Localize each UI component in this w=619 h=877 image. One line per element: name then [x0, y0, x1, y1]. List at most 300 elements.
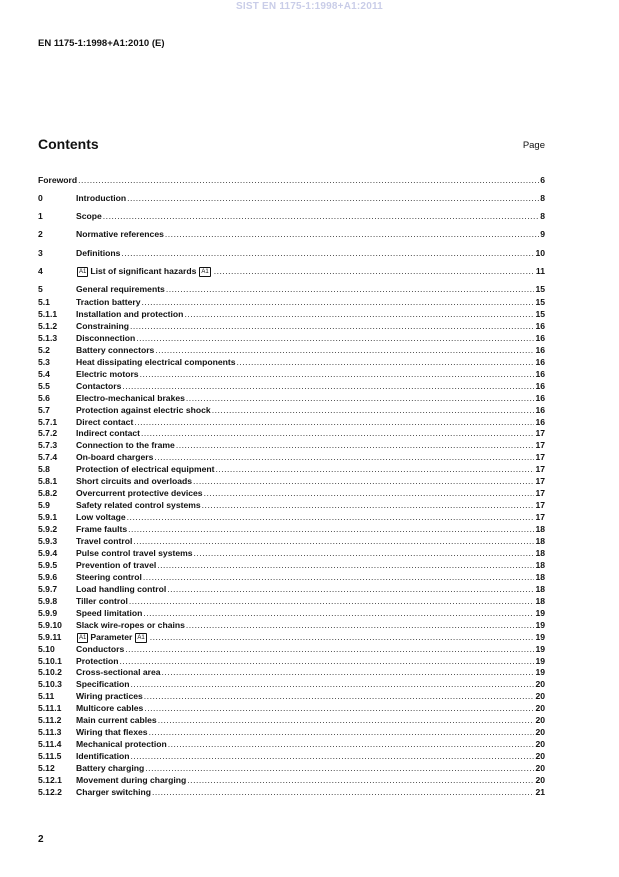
toc-entry-title: Indirect contact: [76, 428, 140, 439]
toc-entry-page: 20: [535, 715, 545, 726]
toc-entry[interactable]: [38, 535, 545, 547]
toc-entry[interactable]: [38, 380, 545, 392]
toc-entry-title-wrap: [76, 416, 133, 428]
watermark: SIST EN 1175-1:1998+A1:2011: [236, 1, 383, 12]
toc-entry[interactable]: [38, 475, 545, 487]
toc-entry-number: 5.7.3: [38, 440, 58, 451]
toc-entry-number: 5.11.3: [38, 727, 62, 738]
toc-entry-number: 5.5: [38, 380, 50, 391]
toc-entry-title-wrap: [76, 368, 139, 380]
toc-entry-page: 17: [535, 512, 545, 523]
toc-entry-title: Constraining: [76, 320, 129, 331]
toc-entry[interactable]: [38, 607, 545, 619]
toc-entry[interactable]: [38, 192, 545, 204]
toc-entry-page: 16: [535, 416, 545, 427]
toc-entry-title: Cross-sectional area: [76, 667, 161, 678]
toc-entry-page: 16: [535, 356, 545, 367]
toc-entry[interactable]: [38, 511, 545, 523]
toc-entry-title-wrap: [76, 750, 129, 762]
dot-leader: [215, 463, 534, 475]
toc-entry-title: Wiring practices: [76, 691, 143, 702]
toc-entry-number: 5.1.2: [38, 320, 58, 331]
toc-entry[interactable]: [38, 547, 545, 559]
dot-leader: [187, 774, 534, 786]
toc-entry-number: 5.7.4: [38, 452, 58, 463]
toc-entry-title: Protection of electrical equipment: [76, 464, 215, 475]
toc-entry-title: Frame faults: [76, 524, 128, 535]
toc-entry-number: 1: [38, 211, 43, 221]
toc-entry-title-wrap: [76, 487, 203, 499]
toc-entry-number: 5.9.10: [38, 619, 62, 630]
toc-entry-number: 5.11: [38, 691, 55, 702]
dot-leader: [141, 427, 534, 439]
toc-entry[interactable]: [38, 427, 545, 439]
toc-entry-title: Movement during charging: [76, 775, 187, 785]
toc-entry-number: 5.12.2: [38, 786, 62, 797]
dot-leader: [121, 247, 534, 259]
toc-entry-title-wrap: [76, 631, 149, 643]
toc-entry-page: 18: [535, 571, 545, 582]
toc-entry-page: 9: [540, 229, 545, 239]
toc-entry-title: Travel control: [76, 536, 133, 546]
toc-entry-page: 20: [535, 691, 545, 702]
toc-entry[interactable]: [38, 332, 545, 344]
toc-entry-page: 19: [535, 643, 545, 654]
dot-leader: [128, 523, 534, 535]
toc-entry-title-wrap: [76, 265, 213, 277]
toc-entry-page: 8: [540, 211, 545, 221]
toc-entry-page: 19: [535, 655, 545, 666]
toc-entry-title-wrap: [76, 774, 186, 786]
toc-entry-title-wrap: [76, 523, 127, 535]
toc-entry-title-wrap: [76, 690, 143, 702]
toc-entry-page: 16: [535, 368, 545, 379]
toc-entry-title: Slack wire-ropes or chains: [76, 619, 185, 630]
toc-entry-title-wrap: [76, 463, 214, 475]
toc-entry-title: Tiller control: [76, 595, 128, 606]
toc-entry-page: 16: [535, 392, 545, 403]
toc-entry-page: 17: [535, 500, 545, 511]
toc-entry-title: Speed limitation: [76, 607, 143, 618]
toc-entry-page: 16: [535, 380, 545, 391]
toc-entry[interactable]: [38, 439, 545, 451]
dot-leader: [202, 499, 535, 511]
toc-entry[interactable]: [38, 702, 545, 714]
toc-entry-title: Scope: [76, 211, 102, 221]
toc-entry-title: Charger switching: [76, 786, 151, 797]
toc-entry-title: Heat dissipating electrical components: [76, 356, 236, 367]
toc-entry-title-wrap: [76, 427, 140, 439]
toc-entry-page: 20: [535, 751, 545, 762]
toc-entry-title-wrap: [76, 607, 142, 619]
toc-entry[interactable]: [38, 416, 545, 428]
toc-entry[interactable]: [38, 368, 545, 380]
dot-leader: [130, 320, 534, 332]
toc-entry[interactable]: [38, 320, 545, 332]
toc-entry-number: 5.1: [38, 297, 50, 307]
toc-entry-title-wrap: [76, 583, 166, 595]
toc-entry-title-wrap: [76, 738, 167, 750]
dot-leader: [193, 475, 534, 487]
toc-entry-number: 5.6: [38, 392, 50, 403]
toc-entry-title: Foreword: [38, 175, 78, 185]
dot-leader: [162, 666, 535, 678]
dot-leader: [184, 308, 534, 320]
dot-leader: [155, 344, 534, 356]
toc-entry-number: 5.11.4: [38, 739, 62, 750]
toc-entry-title: Battery charging: [76, 763, 145, 774]
dot-leader: [103, 210, 539, 222]
toc-entry-page: 20: [535, 775, 545, 785]
toc-entry[interactable]: [38, 714, 545, 726]
toc-entry-number: 5.12: [38, 763, 55, 774]
dot-leader: [144, 690, 535, 702]
toc-entry-title: Overcurrent protective devices: [76, 488, 203, 499]
toc-entry-title-wrap: [76, 571, 142, 583]
toc-entry-number: 5.2: [38, 344, 50, 355]
dot-leader: [127, 511, 535, 523]
toc-entry-title: Traction battery: [76, 297, 141, 307]
toc-entry-title-wrap: [76, 356, 236, 368]
amendment-start-icon: A1: [79, 634, 87, 641]
dot-leader: [136, 332, 534, 344]
toc-entry-title-wrap: [76, 283, 165, 295]
toc-entry-title: Protection against electric shock: [76, 404, 211, 415]
toc-entry-title: Conductors: [76, 643, 125, 654]
toc-entry-title-wrap: [76, 404, 211, 416]
toc-entry[interactable]: [38, 738, 545, 750]
toc-entry-page: 20: [535, 763, 545, 774]
toc-entry-page: 16: [535, 344, 545, 355]
toc-entry-title-wrap: [76, 499, 201, 511]
toc-entry[interactable]: [38, 308, 545, 320]
toc-entry-page: 17: [535, 464, 545, 475]
toc-entry-title-wrap: [76, 535, 132, 547]
toc-entry-title: Installation and protection: [76, 308, 184, 319]
toc-entry-title-wrap: [76, 451, 153, 463]
toc-entry-page: 21: [535, 786, 545, 797]
toc-entry-title: Connection to the frame: [76, 440, 175, 451]
toc-entry[interactable]: [38, 643, 545, 655]
toc-entry-page: 20: [535, 679, 545, 690]
toc-entry[interactable]: [38, 451, 545, 463]
toc-entry[interactable]: [38, 595, 545, 607]
dot-leader: [152, 786, 534, 798]
toc-entry-number: 5: [38, 284, 43, 294]
dot-leader: [133, 535, 534, 547]
toc-entry-number: 5.9.8: [38, 595, 58, 606]
toc-entry-page: 18: [535, 536, 545, 546]
toc-entry[interactable]: [38, 265, 545, 277]
toc-entry-title-wrap: [76, 344, 154, 356]
toc-entry-title-wrap: [76, 511, 126, 523]
toc-entry-title-wrap: [76, 380, 121, 392]
dot-leader: [204, 487, 535, 499]
toc-entry-title: Safety related control systems: [76, 500, 201, 511]
toc-entry-number: 5.8: [38, 464, 50, 475]
toc-entry-page: 18: [535, 547, 545, 558]
toc-entry-page: 18: [535, 595, 545, 606]
toc-entry[interactable]: [38, 247, 545, 259]
toc-entry-title: General requirements: [76, 284, 165, 294]
toc-entry-number: 5.11.5: [38, 751, 62, 762]
toc-entry-page: 19: [535, 619, 545, 630]
dot-leader: [154, 451, 534, 463]
toc-entry-title: Mechanical protection: [76, 739, 167, 750]
toc-entry-page: 17: [535, 440, 545, 451]
toc-entry-title: Low voltage: [76, 512, 126, 523]
toc-entry[interactable]: [38, 666, 545, 678]
toc-entry-title: Short circuits and overloads: [76, 476, 193, 487]
dot-leader: [143, 607, 534, 619]
toc-entry-title: Prevention of travel: [76, 559, 157, 570]
toc-entry-number: 5.9.9: [38, 607, 58, 618]
toc-entry-title-wrap: [76, 619, 185, 631]
toc-entry-number: 5.1.3: [38, 332, 58, 343]
toc-entry[interactable]: [38, 392, 545, 404]
toc-entry[interactable]: [38, 678, 545, 690]
toc-entry-page: 20: [535, 703, 545, 714]
dot-leader: [144, 702, 534, 714]
toc-entry-number: 5.9.4: [38, 547, 58, 558]
toc-entry[interactable]: [38, 655, 545, 667]
toc-entry-title-wrap: [76, 228, 164, 240]
toc-entry-number: 5.8.2: [38, 488, 58, 499]
toc-entry-number: 5.10: [38, 643, 55, 654]
dot-leader: [140, 368, 535, 380]
dot-leader: [143, 571, 535, 583]
toc-entry-number: 5.9.2: [38, 524, 58, 535]
toc-entry-title: Disconnection: [76, 332, 136, 343]
toc-entry[interactable]: [38, 619, 545, 631]
dot-leader: [125, 643, 534, 655]
dot-leader: [157, 559, 534, 571]
toc-entry-number: 0: [38, 193, 43, 203]
toc-entry-number: 5.9.11: [38, 631, 62, 642]
dot-leader: [129, 595, 535, 607]
dot-leader: [141, 296, 534, 308]
toc-entry-number: 5.10.1: [38, 655, 62, 666]
toc-entry-title: Introduction: [76, 193, 127, 203]
toc-entry[interactable]: [38, 559, 545, 571]
toc-entry-number: 3: [38, 248, 43, 258]
dot-leader: [176, 439, 535, 451]
dot-leader: [237, 356, 535, 368]
toc-entry-number: 5.12.1: [38, 775, 62, 785]
toc-entry-title-wrap: [76, 308, 183, 320]
toc-entry-title-wrap: [76, 559, 156, 571]
toc-entry-title-wrap: [76, 392, 185, 404]
toc-entry[interactable]: [38, 499, 545, 511]
toc-entry[interactable]: [38, 174, 545, 186]
toc-entry-title-wrap: [76, 762, 144, 774]
dot-leader: [130, 678, 534, 690]
page-title: Contents: [38, 136, 99, 152]
page-number: 2: [38, 834, 44, 845]
toc-entry-page: 15: [535, 308, 545, 319]
toc-entry-title-wrap: [76, 192, 126, 204]
toc-entry-number: 4: [38, 266, 43, 276]
dot-leader: [186, 392, 535, 404]
toc-entry-title: Identification: [76, 751, 130, 762]
amendment-end-icon: A1: [201, 269, 209, 275]
toc-entry-page: 17: [535, 452, 545, 463]
document-id: EN 1175-1:1998+A1:2010 (E): [38, 38, 165, 49]
toc-entry-title-wrap: [76, 475, 192, 487]
toc-entry-page: 19: [535, 667, 545, 678]
toc-entry-title: Load handling control: [76, 583, 167, 594]
dot-leader: [120, 655, 535, 667]
toc-entry-title-wrap: [76, 332, 135, 344]
dot-leader: [145, 762, 534, 774]
toc-entry-title: Wiring that flexes: [76, 727, 148, 738]
toc-entry[interactable]: [38, 726, 545, 738]
toc-entry-title-wrap: [76, 666, 161, 678]
toc-entry[interactable]: [38, 750, 545, 762]
dot-leader: [134, 416, 534, 428]
dot-leader: [167, 583, 534, 595]
toc-entry-title: Multicore cables: [76, 703, 144, 714]
toc-entry-number: 5.3: [38, 356, 50, 367]
toc-entry-title-wrap: [76, 655, 119, 667]
toc-entry-number: 5.9: [38, 500, 50, 511]
toc-entry-title: List of significant hazards: [90, 266, 197, 276]
amendment-end-icon: A1: [137, 634, 145, 641]
dot-leader: [194, 547, 535, 559]
toc-entry-page: 16: [535, 332, 545, 343]
dot-leader: [149, 726, 535, 738]
toc-entry[interactable]: [38, 344, 545, 356]
toc-entry-title-wrap: [76, 595, 128, 607]
toc-entry-number: 5.9.7: [38, 583, 58, 594]
toc-entry-page: 6: [540, 175, 545, 185]
toc-entry-title: Definitions: [76, 248, 121, 258]
toc-entry-title-wrap: [38, 174, 77, 186]
dot-leader: [166, 283, 535, 295]
toc-entry-page: 16: [535, 404, 545, 415]
toc-entry-title-wrap: [76, 439, 175, 451]
toc-entry-title: Specification: [76, 679, 130, 690]
toc-entry-page: 20: [535, 739, 545, 750]
toc-entry-number: 5.9.3: [38, 536, 58, 546]
toc-entry-title: Contactors: [76, 380, 122, 391]
toc-entry-number: 5.4: [38, 368, 50, 379]
toc-entry-number: 5.10.2: [38, 667, 62, 678]
toc-entry[interactable]: [38, 404, 545, 416]
toc-entry[interactable]: [38, 571, 545, 583]
dot-leader: [165, 228, 539, 240]
toc-entry-page: 10: [535, 248, 545, 258]
toc-entry[interactable]: [38, 210, 545, 222]
dot-leader: [130, 750, 534, 762]
toc-entry-title-wrap: [76, 296, 140, 308]
toc-entry[interactable]: [38, 690, 545, 702]
toc-entry-title: Normative references: [76, 229, 164, 239]
toc-entry-page: 17: [535, 428, 545, 439]
toc-entry-title: Main current cables: [76, 715, 157, 726]
toc-entry-page: 19: [535, 631, 545, 642]
toc-entry-title-wrap: [76, 726, 148, 738]
toc-entry[interactable]: [38, 583, 545, 595]
toc-entry-title-wrap: [76, 247, 120, 259]
page-column-label: Page: [522, 140, 545, 151]
toc-entry[interactable]: [38, 228, 545, 240]
toc-entry-number: 5.7.2: [38, 428, 58, 439]
toc-entry[interactable]: [38, 762, 545, 774]
toc-entry-title-wrap: [76, 702, 143, 714]
toc-entry-title: Steering control: [76, 571, 142, 582]
toc-entry-title-wrap: [76, 320, 129, 332]
dot-leader: [214, 265, 535, 277]
toc-entry-number: 5.9.6: [38, 571, 58, 582]
toc-entry[interactable]: [38, 296, 545, 308]
toc-entry-title: Electro-mechanical brakes: [76, 392, 185, 403]
toc-entry-title-wrap: [76, 714, 157, 726]
toc-entry-number: 5.1.1: [38, 308, 58, 319]
dot-leader: [78, 174, 539, 186]
dot-leader: [150, 631, 535, 643]
toc-entry-title-wrap: [76, 786, 151, 798]
toc-entry[interactable]: [38, 487, 545, 499]
toc-entry-title: Parameter: [90, 631, 133, 642]
toc-entry-page: 18: [535, 559, 545, 570]
toc-entry-title-wrap: [76, 643, 124, 655]
toc-entry[interactable]: [38, 774, 545, 786]
toc-entry-page: 15: [535, 297, 545, 307]
toc-entry-title: Pulse control travel systems: [76, 547, 193, 558]
toc-entry-number: 5.10.3: [38, 679, 62, 690]
toc-entry-title-wrap: [76, 678, 129, 690]
toc-entry[interactable]: [38, 463, 545, 475]
toc-entry[interactable]: [38, 523, 545, 535]
toc-entry-number: 2: [38, 229, 43, 239]
toc-entry-page: 15: [535, 284, 545, 294]
toc-entry-title: Battery connectors: [76, 344, 155, 355]
toc-entry-page: 16: [535, 320, 545, 331]
toc-entry-page: 18: [535, 524, 545, 535]
toc-entry-page: 17: [535, 488, 545, 499]
toc-entry-number: 5.7.1: [38, 416, 58, 427]
toc-entry[interactable]: [38, 356, 545, 368]
toc-entry-title: Protection: [76, 655, 119, 666]
toc-entry-page: 11: [535, 266, 545, 276]
toc-entry-title: Direct contact: [76, 416, 134, 427]
toc-entry-page: 17: [535, 476, 545, 487]
dot-leader: [158, 714, 535, 726]
toc-entry-title-wrap: [76, 547, 193, 559]
dot-leader: [186, 619, 535, 631]
toc-entry-title: On-board chargers: [76, 452, 154, 463]
dot-leader: [168, 738, 535, 750]
toc-entry-number: 5.8.1: [38, 476, 58, 487]
amendment-start-icon: A1: [79, 269, 87, 275]
toc-entry-number: 5.11.1: [38, 703, 62, 714]
dot-leader: [122, 380, 534, 392]
toc-entry-title-wrap: [76, 210, 102, 222]
dot-leader: [127, 192, 539, 204]
toc-entry-number: 5.9.1: [38, 512, 58, 523]
toc-entry-title: Electric motors: [76, 368, 139, 379]
toc-entry-number: 5.9.5: [38, 559, 58, 570]
toc-entry-number: 5.7: [38, 404, 50, 415]
toc-entry[interactable]: [38, 283, 545, 295]
toc-entry-page: 19: [535, 607, 545, 618]
dot-leader: [212, 404, 535, 416]
toc-entry-page: 20: [535, 727, 545, 738]
toc-entry[interactable]: [38, 631, 545, 643]
toc-entry-page: 18: [535, 583, 545, 594]
toc-entry[interactable]: [38, 786, 545, 798]
